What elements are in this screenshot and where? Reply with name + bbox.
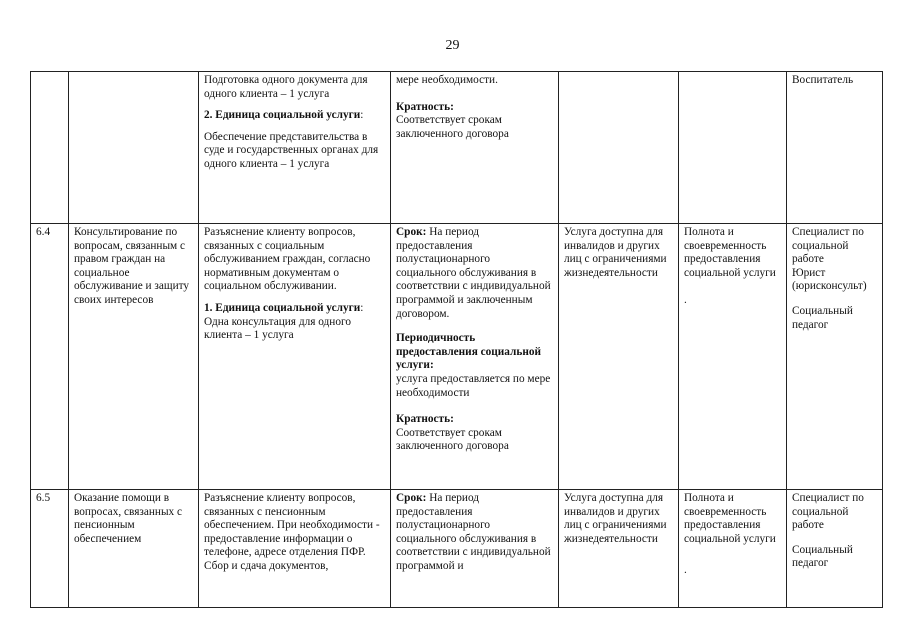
service-name-cell xyxy=(69,72,199,224)
term-cell xyxy=(391,224,559,490)
table-row xyxy=(31,72,883,224)
quality-cell xyxy=(679,490,787,608)
row-number-cell xyxy=(31,72,69,224)
accessibility-cell: Услуга доступна для инвалидов и других лиц с ограничениями жизнедеятельности xyxy=(559,224,679,490)
staff-item: Специалист по социальной работе xyxy=(792,226,864,266)
term-label: Срок: xyxy=(396,492,427,504)
description-text: Разъяснение клиенту вопросов, связанных с социальным обслуживанием граждан, согласно нормативным документам о социальном обслуживании. xyxy=(204,226,371,293)
term-cell xyxy=(391,72,559,224)
service-description-cell xyxy=(199,224,391,490)
service-description-cell xyxy=(199,72,391,224)
term-text: На период предоставления полустационарного социального обслуживания в соответствии с индивидуальной программой и заключенным договором. xyxy=(396,226,551,320)
unit-text: Обеспечение представительства в суде и государственных органах для одного клиента – 1 услуга xyxy=(204,130,379,170)
term-block xyxy=(396,226,553,321)
quality-text: Полнота и своевременность предоставления социальной услуги xyxy=(684,226,776,279)
accessibility-cell: Услуга доступна для инвалидов и других лиц с ограничениями жизнедеятельности xyxy=(559,490,679,608)
unit-heading: 2. Единица социальной услуги xyxy=(204,109,361,122)
description-text-2: Сбор и сдача документов, xyxy=(204,559,329,572)
multiplicity-heading: Кратность: xyxy=(396,413,454,426)
unit-colon: : xyxy=(360,301,364,314)
multiplicity-text: Соответствует срокам заключенного договора xyxy=(396,114,509,140)
table-row xyxy=(31,490,883,608)
term-text: На период предоставления полустационарного социального обслуживания в соответствии с индивидуальной программой и xyxy=(396,492,551,572)
services-table xyxy=(30,71,883,608)
term-label: Срок: xyxy=(396,226,427,238)
quality-dot: . xyxy=(684,294,687,307)
staff-cell xyxy=(787,224,883,490)
table-row xyxy=(31,224,883,490)
page-number: 29 xyxy=(445,38,460,53)
term-text: мере необходимости. xyxy=(396,74,498,86)
quality-dot: . xyxy=(684,564,687,577)
staff-item: Социальный педагог xyxy=(792,543,853,570)
period-text: услуга предоставляется по мере необходимости xyxy=(396,372,551,399)
quality-cell xyxy=(679,72,787,224)
accessibility-cell xyxy=(559,72,679,224)
row-number-cell: 6.5 xyxy=(31,490,69,608)
staff-cell xyxy=(787,490,883,608)
staff-item: Специалист по социальной работе xyxy=(792,492,864,532)
staff-item: Воспитатель xyxy=(792,74,854,86)
service-name-cell: Оказание помощи в вопросах, связанных с пенсионным обеспечением xyxy=(69,490,199,608)
quality-text: Полнота и своевременность предоставления социальной услуги xyxy=(684,492,776,545)
term-cell xyxy=(391,490,559,608)
staff-item: Социальный педагог xyxy=(792,304,853,331)
description-text: Разъяснение клиенту вопросов, связанных с пенсионным обеспечением. При необходимости - предоставление информации о телефоне, адресе отделения ПФР. xyxy=(204,492,380,559)
term-block xyxy=(396,492,553,574)
row-number-cell: 6.4 xyxy=(31,224,69,490)
unit-text: Одна консультация для одного клиента – 1 услуга xyxy=(204,315,351,342)
unit-heading: 1. Единица социальной услуги xyxy=(204,301,361,314)
unit-colon: : xyxy=(360,109,364,122)
multiplicity-heading: Кратность: xyxy=(396,100,454,113)
unit-block xyxy=(204,109,385,123)
unit-block xyxy=(204,302,385,316)
multiplicity-text: Соответствует срокам заключенного договора xyxy=(396,426,509,453)
service-description-cell xyxy=(199,490,391,608)
service-name-cell: Консультирование по вопросам, связанным с правом граждан на социальное обслуживание и защиту своих интересов xyxy=(69,224,199,490)
quality-cell xyxy=(679,224,787,490)
description-text: Подготовка одного документа для одного клиента – 1 услуга xyxy=(204,74,368,100)
staff-item: Юрист (юрисконсульт) xyxy=(792,266,867,293)
period-heading: Периодичность предоставления социальной услуги: xyxy=(396,332,542,372)
staff-cell xyxy=(787,72,883,224)
